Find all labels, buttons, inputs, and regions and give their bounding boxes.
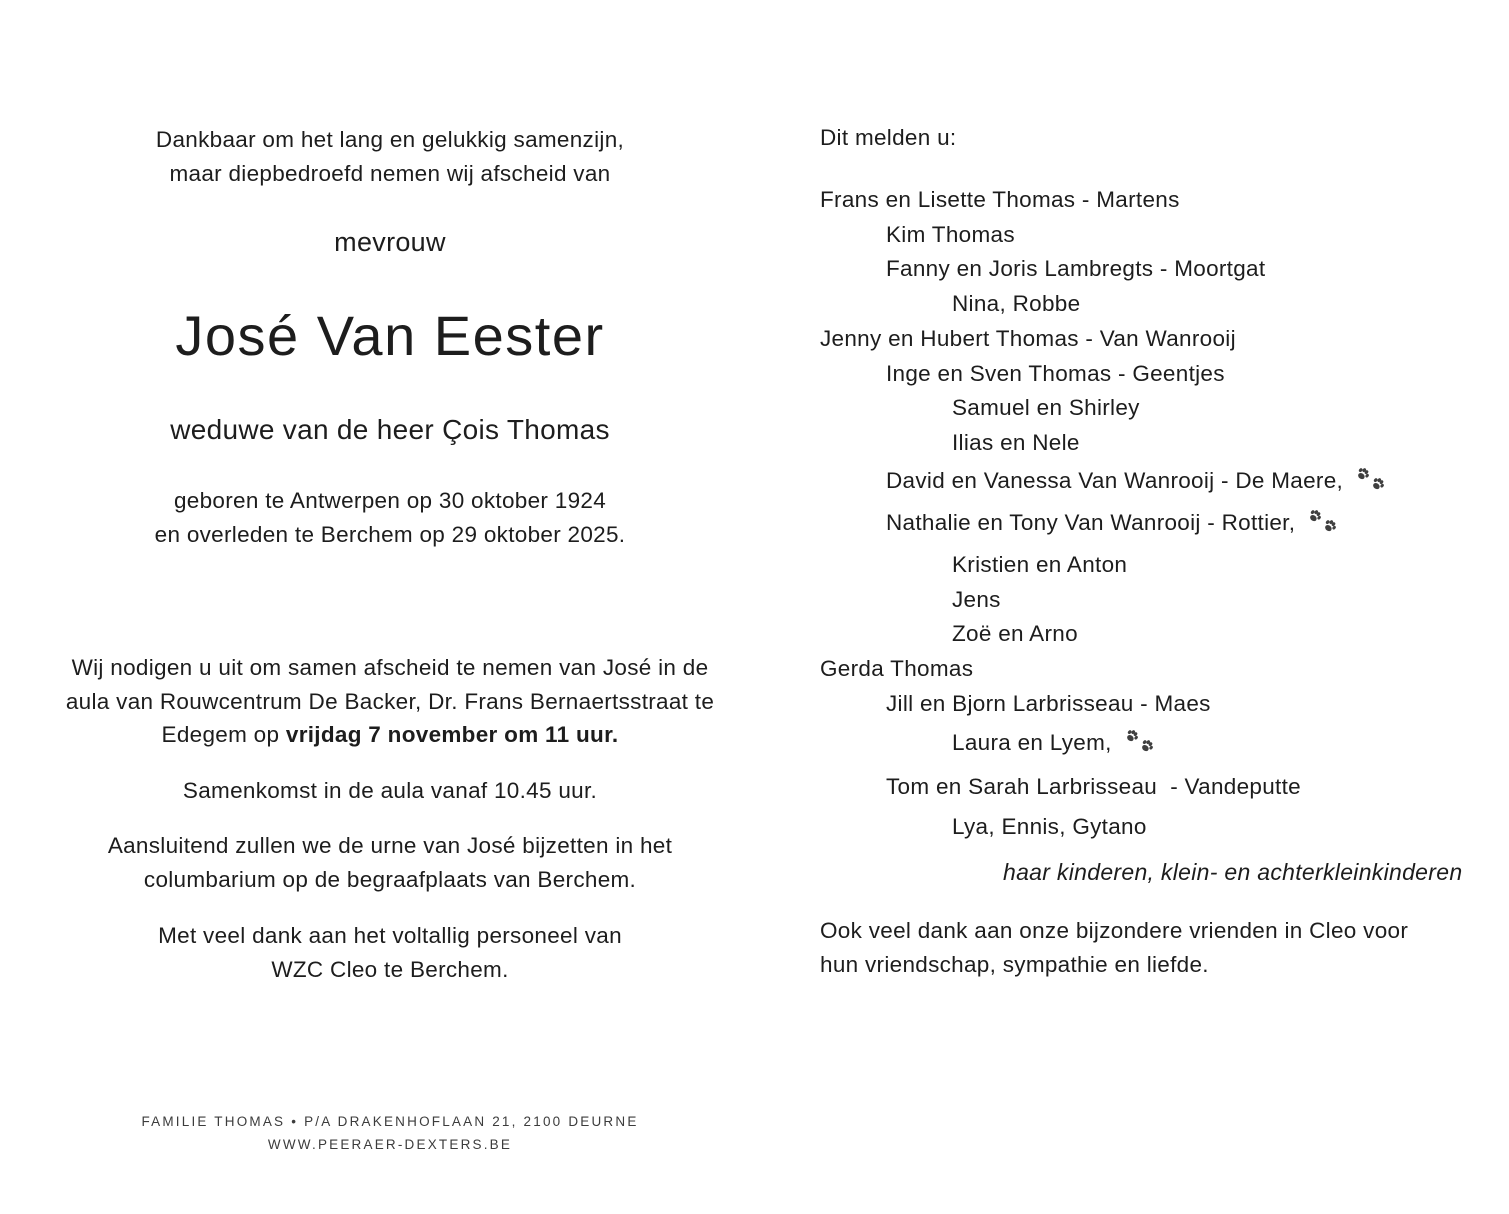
family-member-name: Kristien en Anton bbox=[952, 552, 1128, 578]
closing-relatives-line: haar kinderen, klein- en achterkleinkinderen bbox=[1003, 858, 1463, 885]
family-member-name: Zoë en Arno bbox=[952, 621, 1078, 647]
family-member-name: Jenny en Hubert Thomas - Van Wanrooij bbox=[820, 325, 1236, 351]
gathering-line: Samenkomst in de aula vanaf 10.45 uur. bbox=[182, 777, 598, 803]
notify-heading: Dit melden u: bbox=[820, 125, 957, 150]
family-list-item bbox=[820, 652, 1500, 687]
relation-line: weduwe van de heer Çois Thomas bbox=[170, 414, 610, 445]
life-dates bbox=[40, 484, 740, 552]
footer-website-line: WWW.PEERAER-DEXTERS.BE bbox=[267, 1136, 513, 1152]
footer-contact bbox=[40, 1110, 740, 1156]
family-member-name: David en Vanessa Van Wanrooij - De Maere, bbox=[886, 467, 1344, 493]
family-list-item bbox=[820, 687, 1500, 722]
invitation-text bbox=[40, 651, 740, 752]
family-list-item bbox=[820, 218, 1500, 253]
family-list-item bbox=[820, 426, 1500, 461]
family-list-item bbox=[820, 391, 1500, 426]
paw-prints-icon bbox=[1352, 465, 1388, 493]
ceremony-datetime: vrijdag 7 november om 11 uur. bbox=[285, 722, 619, 747]
staff-thanks-line-1: Met veel dank aan het voltallig personeel van bbox=[158, 922, 622, 948]
invitation-line-2: aula van Rouwcentrum De Backer, Dr. Frans Bernaertsstraat te bbox=[65, 688, 715, 714]
intro-line-2: maar diepbedroefd nemen wij afscheid van bbox=[169, 161, 611, 186]
friends-thanks-text bbox=[820, 914, 1500, 982]
footer-address-line: FAMILIE THOMAS • P/A DRAKENHOFLAAN 21, 2100 DEURNE bbox=[141, 1113, 639, 1129]
family-list-item bbox=[820, 357, 1500, 392]
family-member-name: Laura en Lyem, bbox=[952, 729, 1112, 755]
family-member-name: Nina, Robbe bbox=[952, 291, 1081, 317]
family-list-item bbox=[820, 506, 1500, 541]
family-list-item bbox=[820, 726, 1500, 761]
family-column bbox=[820, 0, 1500, 982]
family-member-name: Lya, Ennis, Gytano bbox=[952, 813, 1147, 839]
staff-thanks-line-2: WZC Cleo te Berchem. bbox=[271, 956, 509, 982]
intro-text bbox=[40, 123, 740, 191]
family-member-name: Frans en Lisette Thomas - Martens bbox=[820, 187, 1180, 212]
family-list-item bbox=[820, 464, 1500, 499]
family-list-item bbox=[820, 617, 1500, 652]
family-member-name: Jill en Bjorn Larbrisseau - Maes bbox=[886, 690, 1211, 716]
family-list-item bbox=[820, 810, 1500, 845]
family-member-name: Tom en Sarah Larbrisseau - Vandeputte bbox=[886, 774, 1301, 800]
family-member-name: Jens bbox=[952, 586, 1001, 612]
family-member-name: Fanny en Joris Lambregts - Moortgat bbox=[886, 256, 1266, 282]
family-list-item bbox=[820, 548, 1500, 583]
paw-prints-icon bbox=[1121, 727, 1157, 755]
friends-thanks-line-2: hun vriendschap, sympathie en liefde. bbox=[820, 952, 1209, 978]
deceased-name: José Van Eester bbox=[175, 304, 605, 367]
family-member-name: Kim Thomas bbox=[886, 221, 1015, 247]
urn-line-2: columbarium op de begraafplaats van Berchem. bbox=[143, 866, 637, 892]
family-list-item bbox=[820, 183, 1500, 218]
staff-thanks-text bbox=[40, 919, 740, 987]
family-list-item bbox=[820, 287, 1500, 322]
intro-line-1: Dankbaar om het lang en gelukkig samenzijn, bbox=[155, 127, 625, 152]
family-member-name: Inge en Sven Thomas - Geentjes bbox=[886, 360, 1225, 386]
family-list-item bbox=[820, 770, 1500, 805]
family-list-item bbox=[820, 322, 1500, 357]
urn-text bbox=[40, 829, 740, 897]
honorific: mevrouw bbox=[334, 227, 446, 257]
born-line: geboren te Antwerpen op 30 oktober 1924 bbox=[173, 488, 607, 513]
announcement-column bbox=[40, 0, 740, 1156]
invitation-line-1: Wij nodigen u uit om samen afscheid te nemen van José in de bbox=[71, 655, 709, 680]
family-list-item bbox=[820, 252, 1500, 287]
family-member-name: Gerda Thomas bbox=[820, 656, 974, 682]
died-line: en overleden te Berchem op 29 oktober 2025. bbox=[154, 522, 626, 547]
urn-line-1: Aansluitend zullen we de urne van José bijzetten in het bbox=[107, 832, 673, 858]
invitation-line-3-prefix: Edegem op bbox=[161, 722, 286, 747]
paw-prints-icon bbox=[1304, 507, 1340, 535]
family-list bbox=[820, 183, 1500, 845]
friends-thanks-line-1: Ook veel dank aan onze bijzondere vrienden in Cleo voor bbox=[820, 918, 1409, 944]
family-member-name: Ilias en Nele bbox=[952, 429, 1080, 455]
family-list-item bbox=[820, 583, 1500, 618]
family-member-name: Nathalie en Tony Van Wanrooij - Rottier, bbox=[886, 510, 1296, 536]
family-member-name: Samuel en Shirley bbox=[952, 395, 1140, 421]
